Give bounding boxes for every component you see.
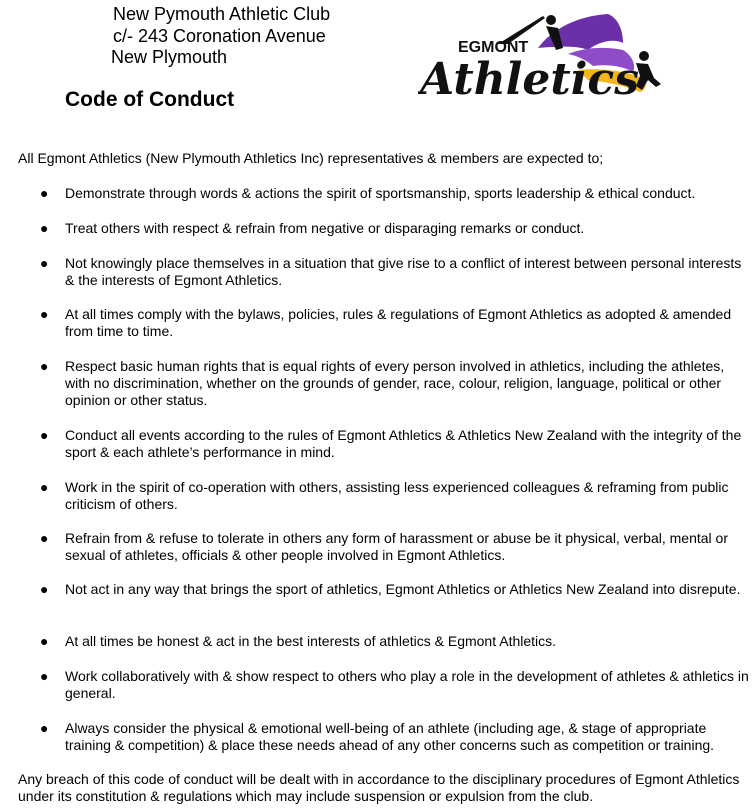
- address-line-1: New Pymouth Athletic Club: [113, 4, 331, 24]
- logo-athletics-text: Athletics: [420, 54, 639, 103]
- bullet-icon: ●: [40, 358, 49, 374]
- bullet-icon: ●: [40, 720, 49, 736]
- address-line-3: New Plymouth: [111, 47, 228, 67]
- page-title: Code of Conduct: [65, 88, 235, 111]
- logo-runner: [636, 63, 661, 90]
- logo-egmont-text: EGMONT: [458, 39, 529, 56]
- bullet-icon: ●: [40, 530, 49, 546]
- bullet-icon: ●: [40, 668, 49, 684]
- bullet-icon: ●: [40, 633, 49, 649]
- address-line-2: c/- 243 Coronation Avenue: [113, 26, 326, 46]
- bullet-icon: ●: [40, 255, 49, 271]
- bullet-icon: ●: [40, 479, 49, 495]
- bullet-icon: ●: [40, 306, 49, 322]
- closing-paragraph: Any breach of this code of conduct will be dealt with in accordance to the disciplinary procedures of Egmont Athletics under its constitution & regulations which may include suspension or expulsion from the club.: [18, 771, 740, 804]
- intro-paragraph: All Egmont Athletics (New Plymouth Athletics Inc) representatives & members are expected to;: [18, 150, 604, 166]
- egmont-athletics-logo: [418, 8, 663, 103]
- bullet-icon: ●: [40, 427, 49, 443]
- bullet-icon: ●: [40, 581, 49, 597]
- bullet-icon: ●: [40, 185, 49, 201]
- bullet-icon: ●: [40, 220, 49, 236]
